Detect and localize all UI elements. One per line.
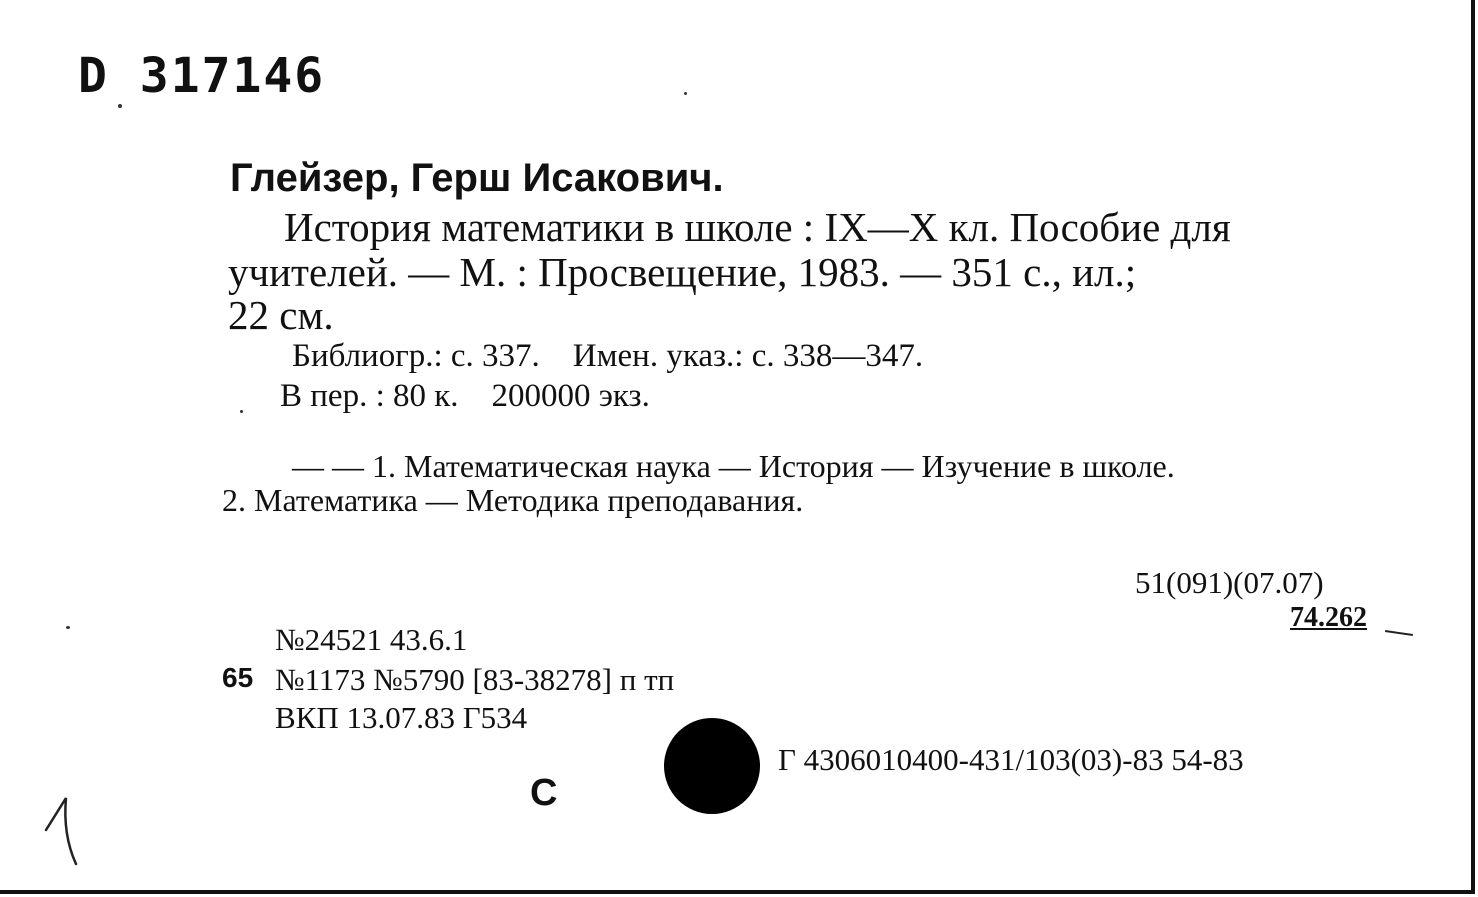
underline-flourish (1385, 630, 1413, 636)
handwritten-one-mark (40, 790, 90, 870)
title-line-3: 22 см. (228, 292, 334, 338)
bibliography-note: Библиогр.: с. 337. Имен. указ.: с. 338—347. (292, 338, 924, 374)
ink-speck (240, 410, 243, 413)
registry-line-3: ВКП 13.07.83 Г534 (275, 700, 528, 735)
ink-speck (118, 104, 122, 108)
registry-line-1: №24521 43.6.1 (275, 622, 468, 657)
letter-mark: С (530, 772, 558, 814)
bbk-index: 74.262 (1290, 602, 1367, 633)
title-line-2: учителей. — М. : Просвещение, 1983. — 351 с., ил.; (228, 249, 1137, 295)
title-line-1: История математики в школе : IX—X кл. Пособие для (284, 204, 1231, 250)
price-note: В пер. : 80 к. 200000 экз. (280, 378, 650, 414)
registry-prefix: 65 (222, 662, 254, 693)
stamp-number: D 317146 (78, 48, 326, 104)
ink-speck (684, 92, 687, 95)
subject-line-1: — — 1. Математическая наука — История — Изучение в школе. (292, 448, 1175, 484)
registry-line-2: №1173 №5790 [83-38278] п тп (275, 662, 675, 697)
punch-hole (664, 718, 760, 814)
publication-code: Г 4306010400-431/103(03)-83 54-83 (778, 742, 1244, 777)
udc-index: 51(091)(07.07) (1135, 565, 1324, 600)
author-heading: Глейзер, Герш Исакович. (230, 156, 724, 200)
ink-speck (66, 626, 70, 629)
subject-line-2: 2. Математика — Методика преподавания. (222, 482, 804, 518)
